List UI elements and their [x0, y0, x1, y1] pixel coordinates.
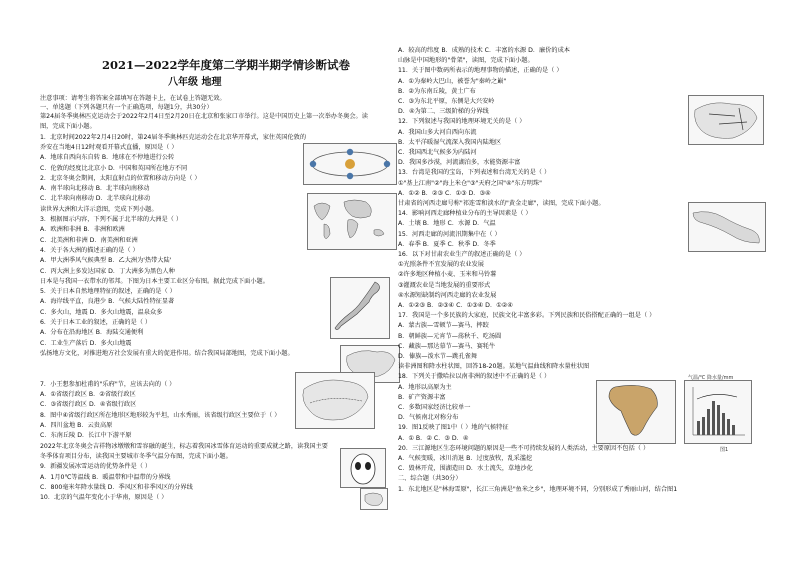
china-winter-temperature-map: [295, 372, 375, 429]
text-line: 读非洲图和降水柱状图，回答18-20题。某地气温曲线和降水量柱状图: [398, 363, 590, 371]
text-line: D．气候南北对称分布: [398, 414, 459, 422]
text-line: A．分布在沿海地区 B．海陆交通便利: [40, 329, 144, 337]
text-line: 第24届冬季奥林匹克运动会于2022年2月4日至2月20日在北京和张家口市举行。这是中国历史上第一次举办冬奥会。读: [40, 113, 368, 120]
section-one-header: 一、单选题（下列各题只有一个正确选项，每题1分，共30分）: [40, 104, 213, 111]
text-line: 14．影响河西走廊种植业分布的主导因素是（ ）: [398, 210, 532, 218]
text-line: 甘肃省的河西走廊号称"祁连雪和淡水的"黄金走廊"，读图，完成下面小题。: [398, 200, 605, 207]
text-line: A．①省级行政区 B．②省级行政区: [40, 391, 136, 399]
text-line: A．我国山多大河自西向东流: [398, 128, 477, 136]
text-line: A．甲大洲季风气候典型 B．乙大洲为'热带大陆': [40, 257, 172, 265]
text-line: ①光照条件不宜发展的农业发展: [398, 261, 484, 269]
text-line: 10．北京的气温年变化小于华南，原因是（ ）: [40, 494, 168, 502]
text-line: ④水源短缺制约河西走廊的农业发展: [398, 291, 497, 299]
text-line: 4．关于各大洲的描述正确的是（ ）: [40, 246, 139, 254]
text-line: 1．北京时间2022年2月4日20时，第24届冬季奥林匹克运动会在北京华开幕式，家住英国伦敦的: [40, 133, 307, 141]
text-line: A．地形以高原为主: [398, 383, 452, 391]
text-line: C．伦敦的经度比北京小 D．中国和英国所在地方不同: [40, 164, 188, 172]
text-line: D．④为第二、三级阶梯的分界线: [398, 108, 489, 116]
small-map-figure: [360, 488, 388, 510]
text-line: C．丙大洲上多发达国家 D．丁大洲多为黑色人种: [40, 267, 175, 275]
text-line: 二、综合题（共30分）: [398, 475, 462, 483]
text-line: 1．东北地区是"林海雪原"，长江三角洲是"鱼米之乡"，地理环境不同，分别形成了秀丽山河，结合图1: [398, 485, 678, 493]
text-line: 5．关于日本自然地理特征的叙述，正确的是（ ）: [40, 288, 176, 296]
text-line: 山脉是中国地形的"骨架"，读图，完成下面小题。: [398, 57, 534, 65]
text-line: A．①②③ B．②③④ C．①③④ D．①②④: [398, 302, 513, 309]
text-line: 13．台湾是我国的宝岛，下列表述和台湾无关的是（ ）: [398, 169, 551, 177]
climate-chart-units: 气温/℃ 降水量/mm: [688, 375, 734, 381]
text-line: A．1月0℃等温线 B．暖温带和中温带的分界线: [40, 473, 171, 481]
text-line: A．①② B．②③ C．①③ D．③④: [398, 189, 491, 197]
text-line: C．800毫米年降水量线 D．季风区和非季风区的分界线: [40, 483, 193, 491]
hexi-corridor-map: [688, 202, 766, 252]
text-line: 8．图中④省级行政区所在地形区地形较为平坦，山水秀丽，该省级行政区主要位于（ ）: [40, 411, 281, 419]
text-line: C．毁林开荒，围湖造田 D．水土流失，草地沙化: [398, 465, 533, 473]
exam-notice: 注意事项：请考生将答案全部填写在答题卡上，在试卷上答题无效。: [40, 95, 226, 102]
text-line: 乔安在当地4日12时观看开幕式直播，原因是（ ）: [40, 143, 178, 151]
text-line: 20．三江源地区生态环境问题的原因是一些不可持续发展的人类活动，主要原因不包括（ ）: [398, 444, 650, 452]
text-line: C．工业生产落后 D．多火山地震: [40, 339, 132, 347]
text-line: C．多数国家经济比较单一: [398, 404, 471, 411]
earth-orbit-figure: [303, 143, 397, 185]
climate-chart-label: 图1: [720, 447, 729, 453]
text-line: 冬季体育项目分布，读我国主要城市冬季气温分布图，完成下面小题。: [40, 452, 232, 460]
text-line: A．春季 B．夏季 C．秋季 D．冬季: [398, 240, 496, 248]
text-line: ③灌溉农业是当地发展的重要形式: [398, 281, 491, 289]
text-line: 图，完成下面小题。: [40, 123, 96, 131]
text-line: C．多火山，地震 D．多火山地震，温泉众多: [40, 308, 163, 316]
text-line: A．南半球向北移动 B．北半球向南移动: [40, 185, 150, 193]
text-line: C．藏族—那达慕节—赛马、赛牦牛: [398, 342, 496, 350]
text-line: 6．关于日本工业的叙述，正确的是（ ）: [40, 319, 152, 326]
text-line: 7．小王想参加杜甫的"乐府"节，应该去向的（ ）: [40, 380, 176, 388]
text-line: 3．根据图示内容，下列不属于北半球的大洲是（ ）: [40, 216, 183, 223]
text-line: 11．关于图中数码所表示的地理事物的描述，正确的是（ ）: [398, 67, 563, 75]
text-line: C．北半球向南移动 D．北半球向北移动: [40, 195, 151, 203]
text-line: 16．以下对甘肃农业生产的叙述正确的是（ ）: [398, 251, 526, 258]
text-line: A．①为秦岭大巴山，被誉为"秦岭之巅": [398, 77, 507, 85]
text-line: C．我国西北气候多为内陆河: [398, 149, 477, 156]
text-line: A．蒙古族—雪顿节—赛马、摔跤: [398, 322, 489, 330]
text-line: A．① B．② C．③ D．④: [398, 434, 469, 442]
text-line: A．气候变暖，冰川消退 B．过度放牧，乱采滥挖: [398, 455, 533, 462]
text-line: D．我国多沙漠，河流湖泊多，水能资源丰富: [398, 159, 521, 167]
text-line: ①"基上江南"②"海上米仓"③"天府之国"④"东方明珠": [398, 179, 542, 187]
mascot-figure: [340, 448, 386, 488]
text-line: 弘扬地方文化，对推进地方社会发展有重大的促进作用。结合我国局部地图，完成下面小题。: [40, 349, 294, 357]
text-line: 2022年北京冬奥会吉祥物冰墩墩和雪容融的诞生，标志着我国冰雪体育运动的重要成就之路，读我国主要: [40, 442, 328, 450]
text-line: 读世界大洲和大洋示意图，完成下列小题。: [40, 205, 158, 213]
text-line: D．傣族—泼水节—跳孔雀舞: [398, 353, 478, 360]
text-line: 日本是与我国一衣带水的邻邦。下图为日本主要工业区分布图。据此完成下面小题。: [40, 277, 269, 285]
china-mountains-map: [688, 95, 764, 145]
text-line: A．较高的纬度 B．成熟的技术 C．丰富的水源 D．廉价的成本: [398, 47, 570, 54]
text-line: A．欧洲和非洲 B．非洲和欧洲: [40, 226, 125, 234]
africa-map: [596, 380, 676, 444]
text-line: B．②为东南丘陵，黄土广布: [398, 87, 476, 95]
text-line: ②许多地区种植小麦、玉米和马铃薯: [398, 271, 497, 279]
text-line: 17．我国是一个多民族的大家庭，民族文化丰富多彩。下列民族和民俗搭配正确的一组是（ ）: [398, 312, 656, 320]
text-line: B．朝鲜族—元宵节—荡秋千、吃汤圆: [398, 332, 502, 340]
text-line: 19．图1反映了图1中（ ）地的气候特征: [398, 424, 509, 432]
text-line: C．北美洲和非洲 D．南美洲和亚洲: [40, 236, 138, 244]
world-continents-map: [307, 193, 397, 250]
exam-subtitle: 八年级 地理: [168, 77, 222, 88]
text-line: A．四川盆地 B．云贵高原: [40, 422, 113, 429]
climate-chart: [684, 380, 752, 444]
japan-industry-map: [330, 277, 390, 339]
text-line: B．矿产资源丰富: [398, 393, 446, 401]
text-line: C．东南丘陵 D．长江中下游平原: [40, 432, 132, 440]
text-line: A．土壤 B．地形 C．水源 D．气温: [398, 220, 496, 228]
text-line: 15．河西走廊的河流汛期集中在（ ）: [398, 230, 501, 238]
text-line: 9．新疆发展冰雪运动的优势条件是（ ）: [40, 463, 152, 471]
text-line: 18．下列关于撒哈拉以南非洲的叙述中不正确的是（ ）: [398, 373, 551, 381]
text-line: 2．北京冬奥会期间，太阳直射点的位置和移动方向是（ ）: [40, 174, 201, 182]
text-line: C．③省级行政区 D．④省级行政区: [40, 401, 137, 409]
text-line: A．海岸线平直，良港少 B．气候大陆性特征显著: [40, 298, 175, 306]
text-line: B．太平洋暖湿气流深入我国内陆地区: [398, 138, 502, 146]
exam-title: 2021—2022学年度第二学期半期学情诊断试卷: [102, 58, 351, 72]
text-line: C．③为东北平原，东侧是大兴安岭: [398, 98, 495, 105]
text-line: A．地球自西向东自转 B．地球在不停地进行公转: [40, 154, 175, 162]
text-line: 12．下列叙述与我国的地理环境无关的是（ ）: [398, 118, 526, 126]
